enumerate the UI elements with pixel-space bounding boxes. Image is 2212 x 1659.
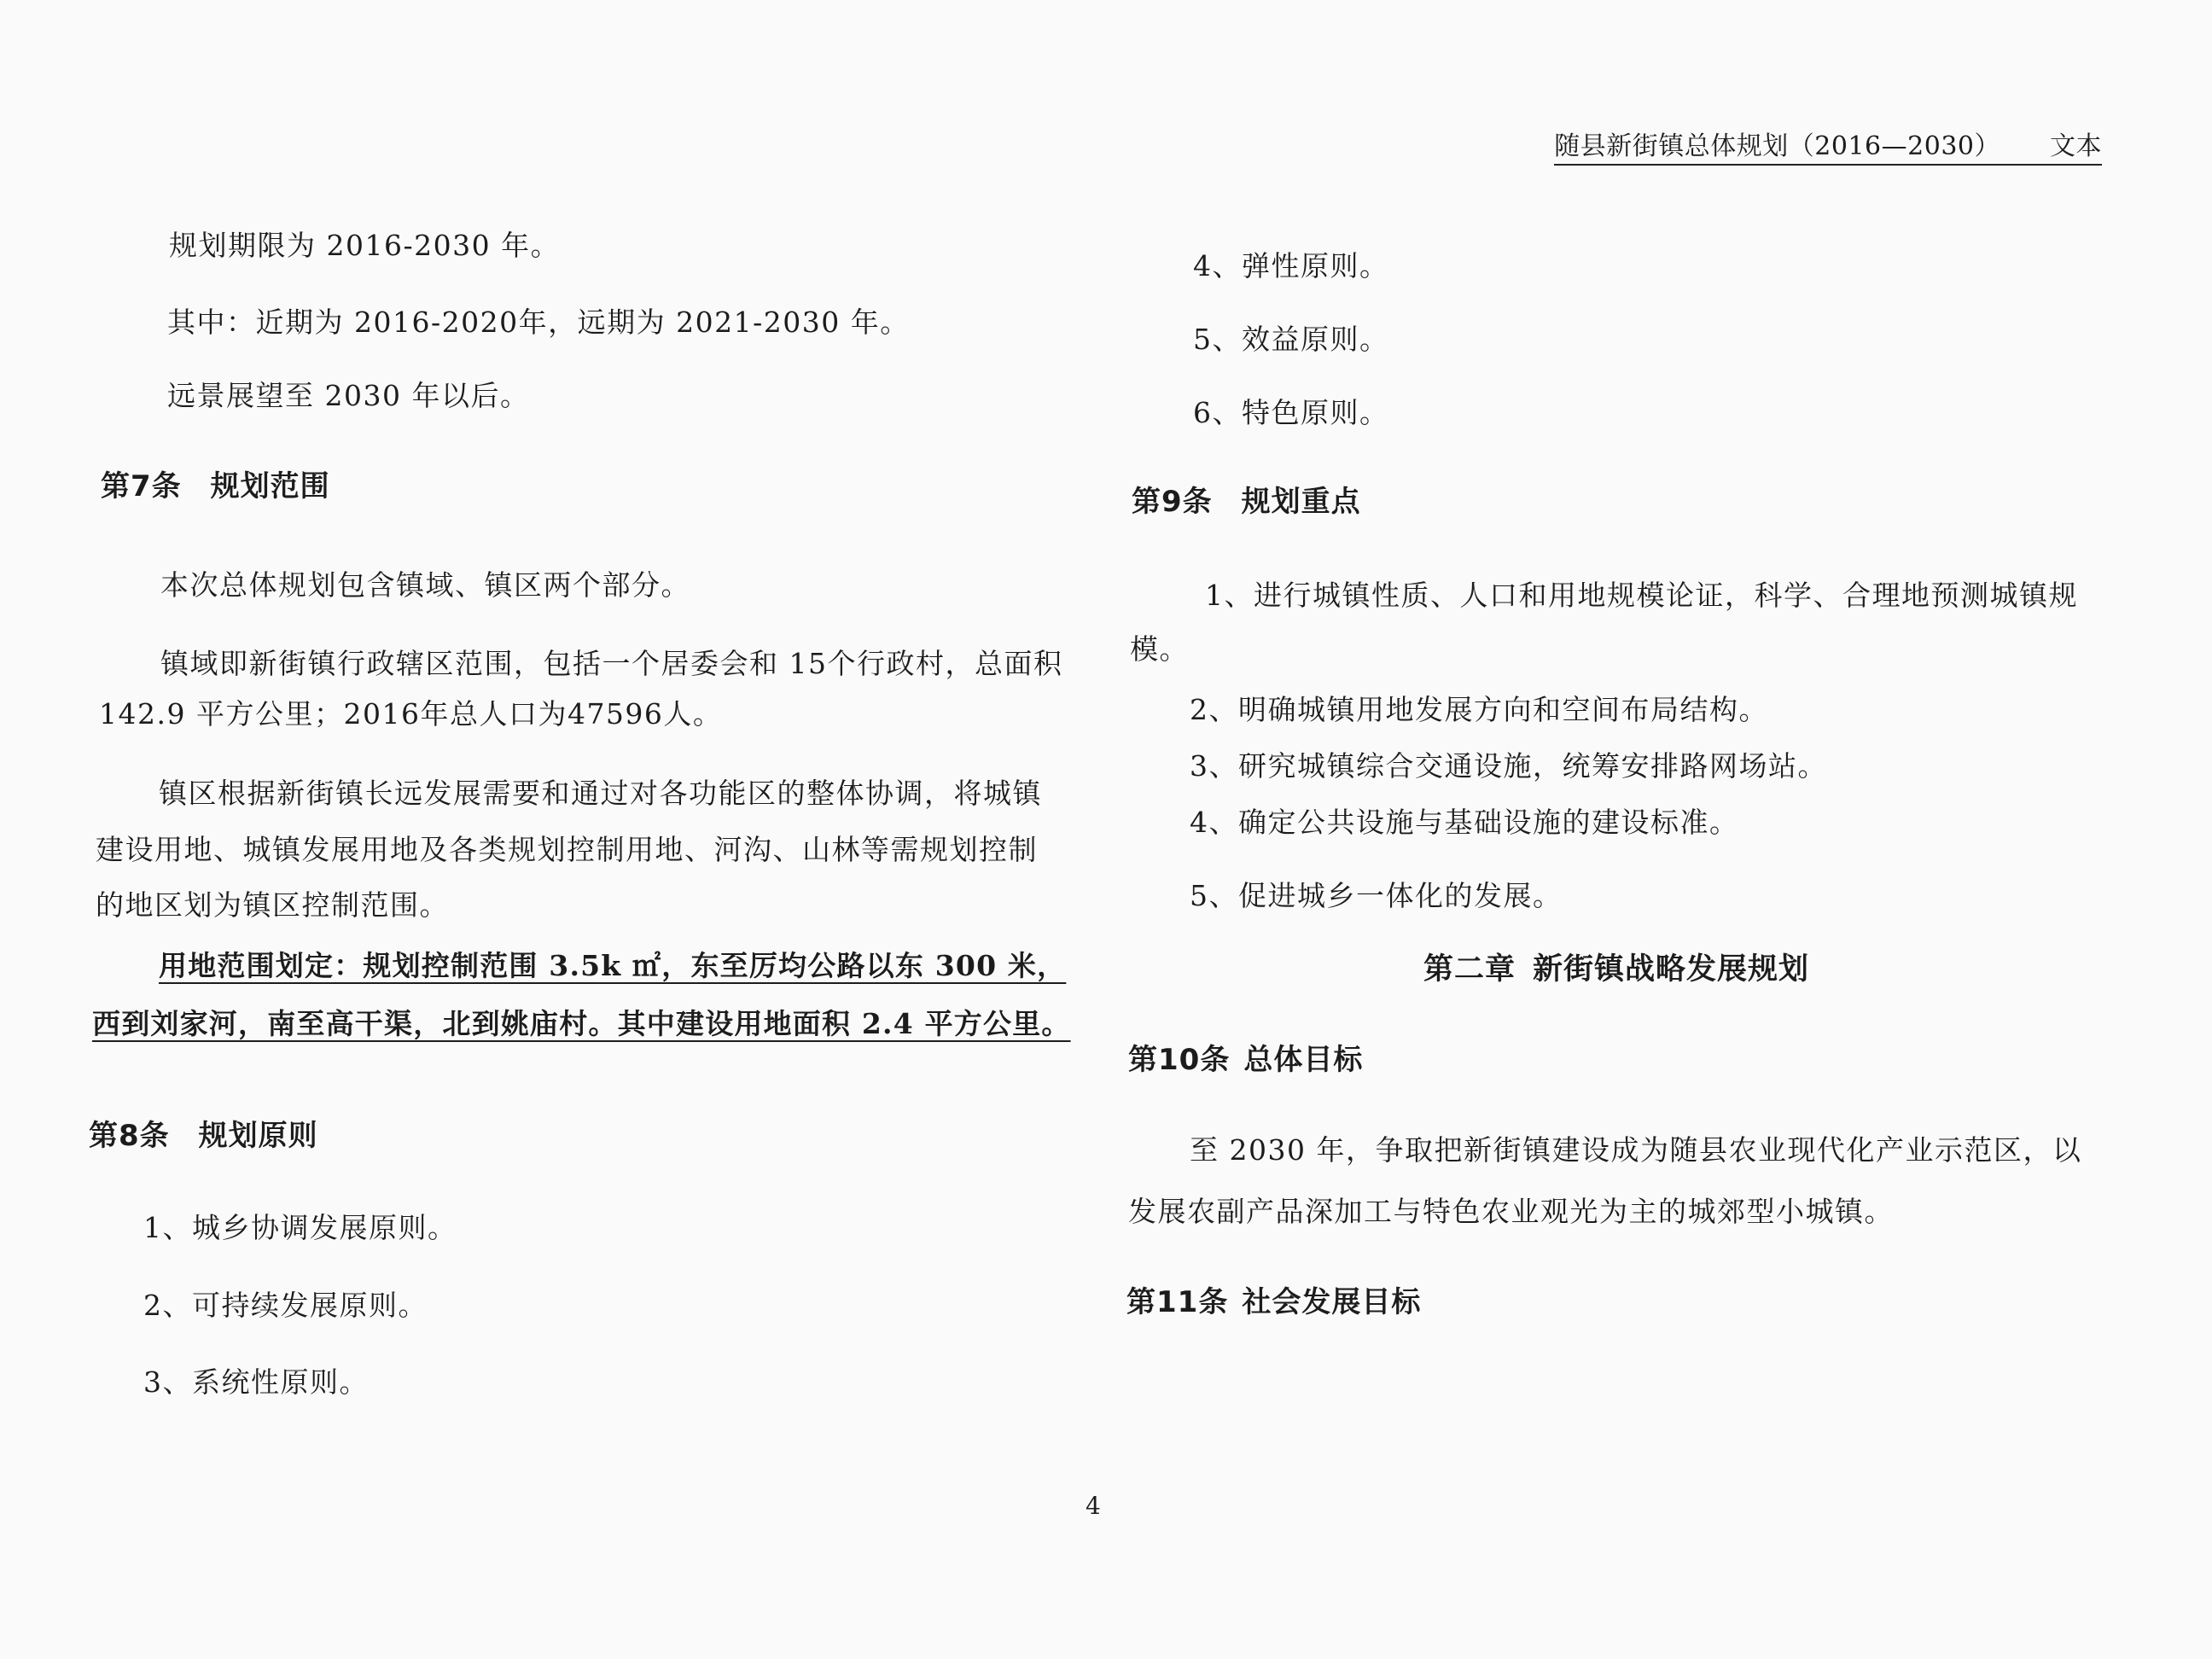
paragraph-near-far-term: 其中：近期为 2016-2020年，远期为 2021-2030 年。 — [167, 306, 910, 339]
chapter-number: 第二章 — [1423, 952, 1516, 987]
article-number: 第7条 — [101, 469, 182, 504]
principle-item-3: 3、系统性原则。 — [143, 1365, 369, 1399]
focus-item-1-line2: 模。 — [1130, 632, 1189, 666]
article-number: 第11条 — [1126, 1285, 1229, 1319]
goal-line1: 至 2030 年，争取把新街镇建设成为随县农业现代化产业示范区，以 — [1190, 1133, 2082, 1167]
principle-item-5: 5、效益原则。 — [1193, 323, 1389, 356]
paragraph-town-area-line1: 镇区根据新街镇长远发展需要和通过对各功能区的整体协调，将城镇 — [159, 777, 1042, 810]
goal-line2: 发展农副产品深加工与特色农业观光为主的城郊型小城镇。 — [1128, 1195, 1894, 1228]
principle-item-1: 1、城乡协调发展原则。 — [143, 1211, 457, 1244]
article-title: 社会发展目标 — [1242, 1285, 1422, 1319]
focus-item-3: 3、研究城镇综合交通设施，统筹安排路网场站。 — [1190, 749, 1827, 783]
running-header — [1554, 125, 2102, 166]
focus-item-5: 5、促进城乡一体化的发展。 — [1190, 879, 1563, 912]
focus-item-1-line1: 1、进行城镇性质、人口和用地规模论证，科学、合理地预测城镇规 — [1205, 579, 2078, 612]
article-title: 规划重点 — [1241, 485, 1361, 519]
article-number: 第9条 — [1132, 485, 1213, 519]
land-range-line2: 西到刘家河，南至高干渠，北到姚庙村。其中建设用地面积 2.4 平方公里。 — [92, 1007, 1071, 1040]
principle-item-2: 2、可持续发展原则。 — [143, 1289, 428, 1322]
article-title: 总体目标 — [1243, 1043, 1364, 1077]
article-11-heading — [1126, 1278, 1421, 1320]
header-suffix: 文本 — [2050, 131, 2102, 161]
article-7-heading — [101, 463, 330, 504]
chapter-title: 新街镇战略发展规划 — [1533, 952, 1810, 987]
article-number: 第10条 — [1128, 1043, 1231, 1077]
article-10-heading — [1128, 1036, 1363, 1078]
paragraph-town-domain-line2: 142.9 平方公里；2016年总人口为47596人。 — [99, 697, 723, 731]
page-number: 4 — [1086, 1492, 1101, 1520]
paragraph-period: 规划期限为 2016-2030 年。 — [169, 229, 561, 262]
article-title: 规划原则 — [198, 1119, 318, 1153]
paragraph-town-area-line3: 的地区划为镇区控制范围。 — [96, 888, 449, 922]
header-title: 随县新街镇总体规划（2016—2030） — [1554, 131, 2000, 161]
focus-item-2: 2、明确城镇用地发展方向和空间布局结构。 — [1190, 693, 1768, 726]
article-9-heading — [1132, 478, 1361, 520]
paragraph-outlook: 远景展望至 2030 年以后。 — [167, 379, 530, 412]
focus-item-4: 4、确定公共设施与基础设施的建设标准。 — [1190, 806, 1739, 839]
land-range-line1: 用地范围划定：规划控制范围 3.5k ㎡，东至厉均公路以东 300 米， — [159, 949, 1067, 982]
paragraph-town-domain-line1: 镇域即新街镇行政辖区范围，包括一个居委会和 15个行政村，总面积 — [160, 647, 1063, 680]
chapter-heading — [1423, 946, 1809, 988]
paragraph-scope-intro: 本次总体规划包含镇域、镇区两个部分。 — [160, 568, 690, 602]
principle-item-4: 4、弹性原则。 — [1193, 249, 1389, 282]
article-title: 规划范围 — [210, 469, 330, 504]
principle-item-6: 6、特色原则。 — [1193, 396, 1389, 429]
article-number: 第8条 — [89, 1119, 170, 1153]
article-8-heading — [89, 1112, 318, 1154]
paragraph-town-area-line2: 建设用地、城镇发展用地及各类规划控制用地、河沟、山林等需规划控制 — [96, 833, 1038, 866]
